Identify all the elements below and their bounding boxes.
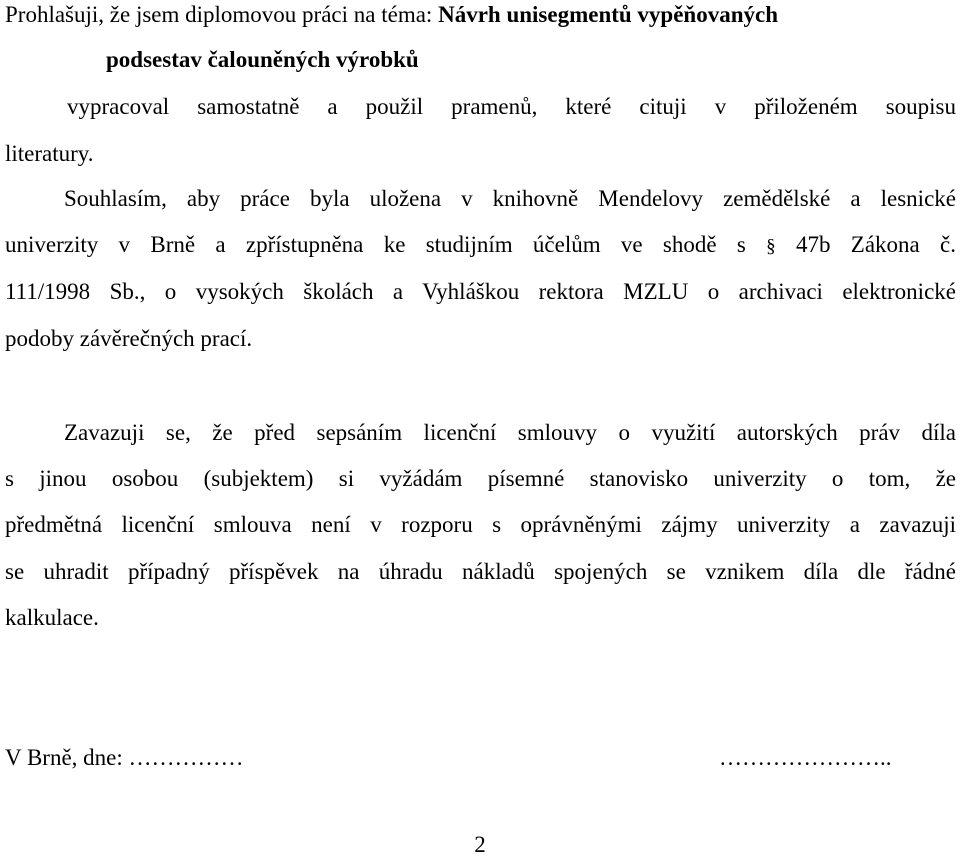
license-line-2: s jinou osobou (subjektem) si vyžádám písemné stanovisko univerzity o tom, že bbox=[5, 466, 956, 491]
thesis-title-part-2: podsestav čalouněných výrobků bbox=[106, 47, 419, 72]
library-line-1: Souhlasím, aby práce byla uložena v knihovně Mendelovy zemědělské a lesnické bbox=[64, 186, 956, 211]
license-line-3: předmětná licenční smlouva není v rozporu s oprávněnými zájmy univerzity a zavazuji bbox=[5, 512, 956, 537]
declaration-line-4: literatury. bbox=[5, 141, 94, 166]
declaration-intro: Prohlašuji, že jsem diplomovou práci na téma: bbox=[5, 2, 433, 27]
place-date-line: V Brně, dne: …………… bbox=[5, 745, 244, 770]
license-line-1: Zavazuji se, že před sepsáním licenční smlouvy o využití autorských práv díla bbox=[64, 420, 956, 445]
thesis-title-part-1: Návrh unisegmentů vypěňovaných bbox=[438, 2, 779, 27]
section-sign: § bbox=[766, 236, 776, 257]
license-line-5: kalkulace. bbox=[5, 605, 99, 630]
library-line-3: 111/1998 Sb., o vysokých školách a Vyhláškou rektora MZLU o archivaci elektronické bbox=[5, 279, 956, 304]
signature-line: ………………….. bbox=[719, 745, 892, 770]
license-line-4: se uhradit případný příspěvek na úhradu nákladů spojených se vznikem díla dle řádné bbox=[5, 559, 956, 584]
declaration-line-2 bbox=[5, 47, 956, 73]
library-line-4: podoby závěrečných prací. bbox=[5, 326, 253, 351]
declaration-line-1 bbox=[5, 2, 956, 28]
library-line-2 bbox=[5, 232, 956, 260]
declaration-line-3: vypracoval samostatně a použil pramenů, které cituji v přiloženém soupisu bbox=[67, 94, 956, 119]
page-number: 2 bbox=[474, 832, 486, 857]
library-line-2-text-b: 47b Zákona č. bbox=[795, 232, 957, 257]
library-line-2-text-a: univerzity v Brně a zpřístupněna ke studijním účelům ve shodě s bbox=[5, 232, 746, 257]
